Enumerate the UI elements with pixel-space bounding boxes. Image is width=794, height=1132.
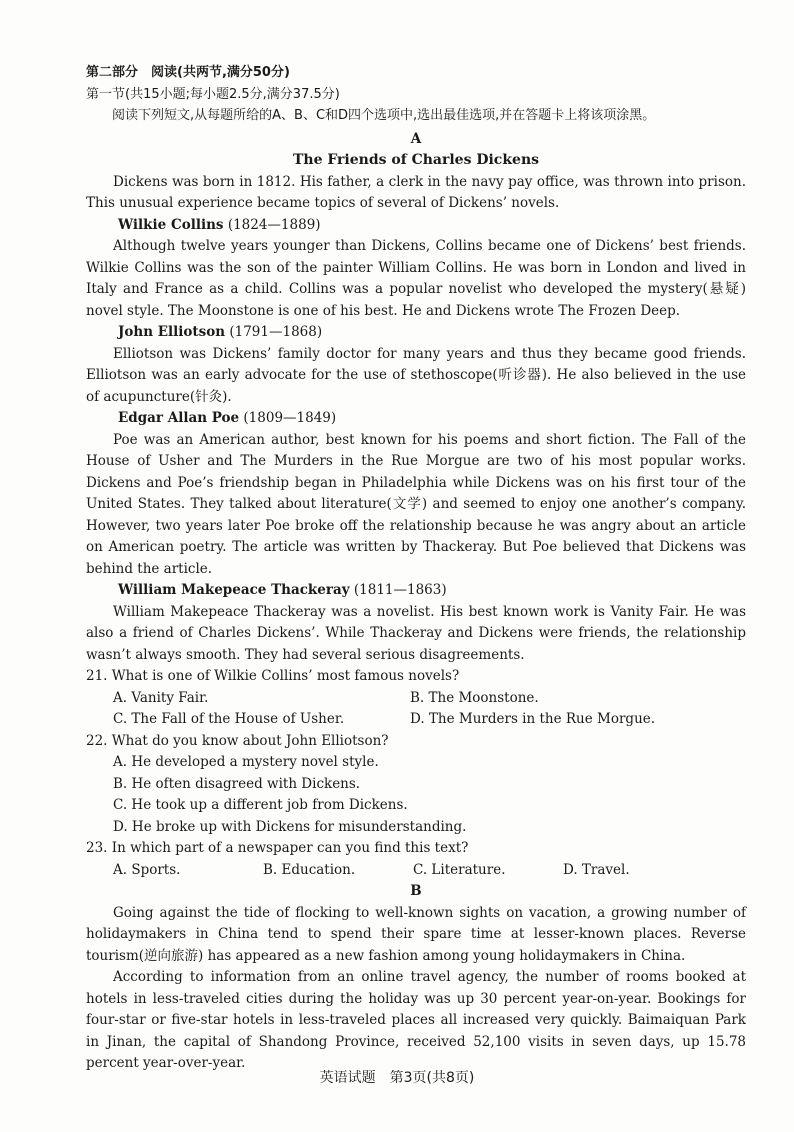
option: C. He took up a different job from Dickens. — [113, 797, 408, 813]
person-heading — [86, 322, 746, 344]
option: A. Vanity Fair. — [113, 689, 209, 706]
option: B. The Moonstone. — [410, 689, 539, 706]
question-options — [86, 860, 746, 882]
option: B. He often disagreed with Dickens. — [113, 775, 361, 792]
person-description: William Makepeace Thackeray was a novelist. His best known work is Vanity Fair. He was also a friend of Charles Dickens’. While Thackeray and Dickens were friends, the relationship wasn’t always smooth. They had several serious disagreements. — [86, 603, 746, 663]
person-years: (1791—1868) — [229, 324, 323, 340]
person-years: (1811—1863) — [353, 582, 447, 598]
person-years: (1809—1849) — [243, 410, 337, 426]
instruction: 阅读下列短文,从每题所给的A、B、C和D四个选项中,选出最佳选项,并在答题卡上将该项涂黑。 — [112, 108, 656, 123]
option: D. He broke up with Dickens for misunderstanding. — [113, 818, 467, 835]
option: B. Education. — [263, 861, 356, 878]
option: A. He developed a mystery novel style. — [113, 754, 379, 770]
passage-a-intro: Dickens was born in 1812. His father, a clerk in the navy pay office, was thrown into prison. This unusual experience became topics of several of Dickens’ novels. — [86, 173, 746, 211]
question-stem: 21. What is one of Wilkie Collins’ most famous novels? — [86, 668, 460, 684]
option: D. Travel. — [563, 861, 630, 878]
person-name: Edgar Allan Poe — [118, 410, 240, 426]
option: D. The Murders in the Rue Morgue. — [410, 711, 656, 727]
exam-page — [86, 62, 746, 1075]
person-name: John Elliotson — [118, 324, 226, 340]
person-heading — [86, 408, 746, 430]
person-description: Poe was an American author, best known for his poems and short fiction. The Fall of the House of Usher and The Murders in the Rue Morgue are two of his most popular works. Dickens and Poe’s friendship began in Philadelphia while Dickens was on his first tour of the United States. They talked about literature(文学) and seemed to enjoy one another’s company. However, two years later Poe broke off the relationship because he was angry about an article on American poetry. The article was written by Thackeray. But Poe believed that Dickens was behind the article. — [86, 431, 746, 577]
person-years: (1824—1889) — [227, 216, 321, 233]
question-options — [86, 688, 746, 710]
passage-b-letter: B — [410, 883, 422, 899]
question-options — [86, 709, 746, 731]
option: C. Literature. — [413, 861, 506, 878]
passage-b-paragraph: According to information from an online travel agency, the number of rooms booked at hotels in less-traveled cities during the holiday was up 30 percent year-on-year. Bookings for four-star or five-star hotels in less-traveled places all increased very quickly. Baimaiquan Park in Jinan, the capital of Shandong Province, received 52,100 visits in seven days, up 15.78 percent year-over-year. — [86, 969, 746, 1071]
section-heading: 第一节(共15小题;每小题2.5分,满分37.5分) — [86, 86, 340, 102]
person-heading — [86, 580, 746, 602]
person-description: Elliotson was Dickens’ family doctor for many years and thus they became good friends. Elliotson was an early advocate for the use of stethoscope(听诊器). He also believed in the use of acupuncture(针灸). — [86, 345, 746, 405]
person-name: William Makepeace Thackeray — [118, 582, 350, 598]
passage-a-letter: A — [410, 130, 422, 147]
person-heading — [86, 215, 746, 237]
passage-a-title: The Friends of Charles Dickens — [292, 152, 540, 168]
person-description: Although twelve years younger than Dickens, Collins became one of Dickens’ best friends. Wilkie Collins was the son of the painter William Collins. He was born in London and lived in Italy and France as a child. Collins was a popular novelist who developed the mystery(悬疑) novel style. The Moonstone is one of his best. He and Dickens wrote The Frozen Deep. — [86, 238, 746, 319]
passage-b-paragraph: Going against the tide of flocking to well-known sights on vacation, a growing number of holidaymakers in China tend to spend their spare time at lesser-known places. Reverse tourism(逆向旅游) has appeared as a new fashion among young holidaymakers in China. — [86, 904, 746, 964]
person-name: Wilkie Collins — [118, 216, 224, 233]
part-heading: 第二部分 阅读(共两节,满分50分) — [86, 65, 290, 80]
option: C. The Fall of the House of Usher. — [113, 711, 345, 727]
question-stem: 22. What do you know about John Elliotson? — [86, 732, 389, 749]
question-stem: 23. In which part of a newspaper can you find this text? — [86, 840, 469, 856]
page-footer: 英语试题 第3页(共8页) — [319, 1070, 475, 1086]
option: A. Sports. — [113, 861, 181, 878]
